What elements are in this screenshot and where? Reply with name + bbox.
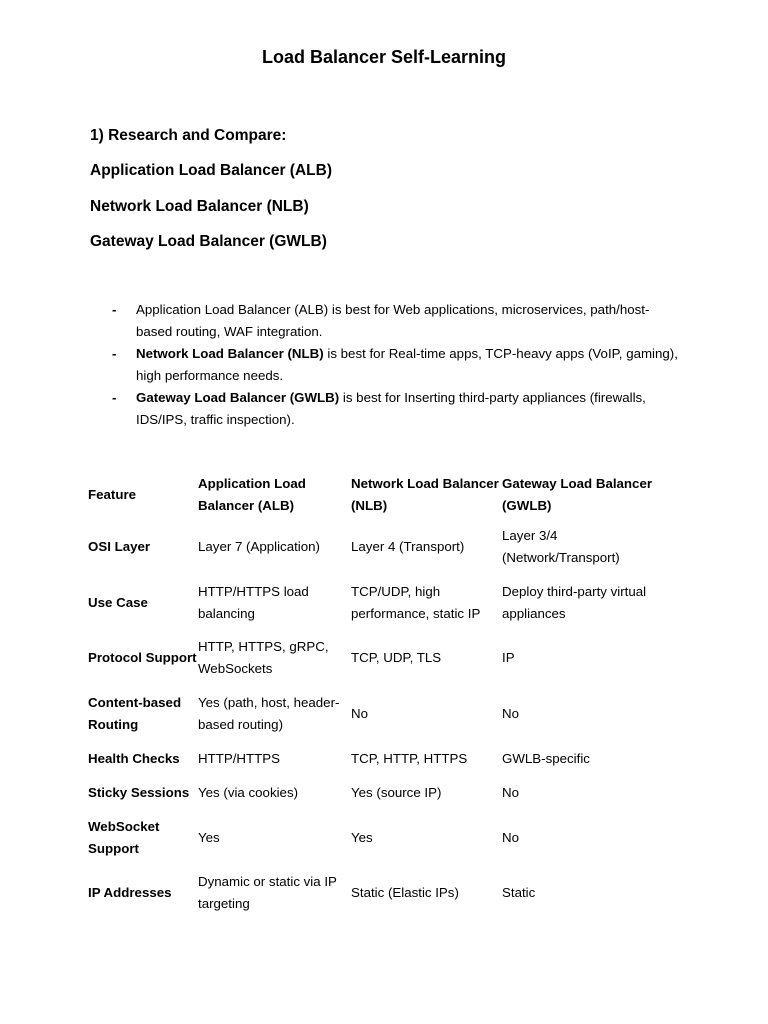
table-header-cell: Network Load Balancer (NLB) xyxy=(351,476,499,513)
table-cell: TCP, UDP, TLS xyxy=(351,650,442,665)
table-row xyxy=(88,574,672,632)
heading-gwlb: Gateway Load Balancer (GWLB) xyxy=(90,233,327,250)
comparison-table xyxy=(88,470,672,922)
document-title: Load Balancer Self-Learning xyxy=(261,47,507,67)
bullet-list xyxy=(112,299,682,431)
table-cell: Layer 3/4 (Network/Transport) xyxy=(502,528,620,565)
bullet-bold-text: Gateway Load Balancer (GWLB) xyxy=(136,390,340,405)
bullet-item-gwlb xyxy=(112,387,682,431)
bullet-marker: - xyxy=(112,302,117,317)
table-cell: Yes (via cookies) xyxy=(198,785,299,800)
table-cell: Yes (source IP) xyxy=(351,785,442,800)
table-cell: Deploy third-party virtual appliances xyxy=(502,584,647,621)
table-header-row xyxy=(88,470,672,520)
bullet-marker: - xyxy=(112,390,117,405)
table-row xyxy=(88,684,672,744)
table-feature-cell: OSI Layer xyxy=(88,539,151,554)
table-feature-cell: IP Addresses xyxy=(88,885,172,900)
table-header-cell: Application Load Balancer (ALB) xyxy=(198,476,306,513)
bullet-bold-text: Network Load Balancer (NLB) xyxy=(136,346,324,361)
table-row xyxy=(88,632,672,684)
table-header-cell: Feature xyxy=(88,487,137,502)
bullet-text: is best for Inserting third-party appliances (firewalls, IDS/IPS, traffic inspection). xyxy=(136,390,646,427)
table-cell: HTTP/HTTPS load balancing xyxy=(198,584,309,621)
heading-alb: Application Load Balancer (ALB) xyxy=(90,162,332,179)
table-cell: IP xyxy=(502,650,515,665)
heading-nlb: Network Load Balancer (NLB) xyxy=(90,198,309,215)
table-cell: Yes xyxy=(351,830,373,845)
table-row xyxy=(88,774,672,812)
table-row xyxy=(88,812,672,864)
table-cell: Layer 7 (Application) xyxy=(198,539,320,554)
bullet-item-alb xyxy=(112,299,682,343)
table-header-cell: Gateway Load Balancer (GWLB) xyxy=(502,476,653,513)
table-cell: TCP/UDP, high performance, static IP xyxy=(351,584,481,621)
table-cell: Static xyxy=(502,885,536,900)
table-feature-cell: Sticky Sessions xyxy=(88,785,190,800)
table-cell: Yes xyxy=(198,830,220,845)
table-cell: Yes (path, host, header-based routing) xyxy=(198,695,340,732)
table-feature-cell: Content-based Routing xyxy=(88,695,182,732)
bullet-item-nlb xyxy=(112,343,682,387)
table-cell: TCP, HTTP, HTTPS xyxy=(351,751,468,766)
table-cell: No xyxy=(502,830,519,845)
bullet-marker: - xyxy=(112,346,117,361)
bullet-text: Application Load Balancer (ALB) is best for Web applications, microservices, path/host-based routing, WAF integration. xyxy=(136,302,650,339)
table-cell: No xyxy=(502,785,519,800)
table-cell: Layer 4 (Transport) xyxy=(351,539,465,554)
table-feature-cell: Health Checks xyxy=(88,751,180,766)
section-heading-research: 1) Research and Compare: xyxy=(90,127,287,144)
bullet-text: is best for Real-time apps, TCP-heavy apps (VoIP, gaming), high performance needs. xyxy=(136,346,678,383)
table-cell: HTTP/HTTPS xyxy=(198,751,280,766)
table-feature-cell: Protocol Support xyxy=(88,650,197,665)
table-cell: Dynamic or static via IP targeting xyxy=(198,874,337,911)
table-cell: Static (Elastic IPs) xyxy=(351,885,459,900)
table-row xyxy=(88,520,672,574)
table-feature-cell: WebSocket Support xyxy=(88,819,160,856)
table-cell: GWLB-specific xyxy=(502,751,590,766)
table-cell: No xyxy=(502,706,519,721)
table-feature-cell: Use Case xyxy=(88,595,148,610)
table-cell: No xyxy=(351,706,368,721)
table-row xyxy=(88,744,672,774)
table-row xyxy=(88,864,672,922)
table-cell: HTTP, HTTPS, gRPC, WebSockets xyxy=(198,639,329,676)
